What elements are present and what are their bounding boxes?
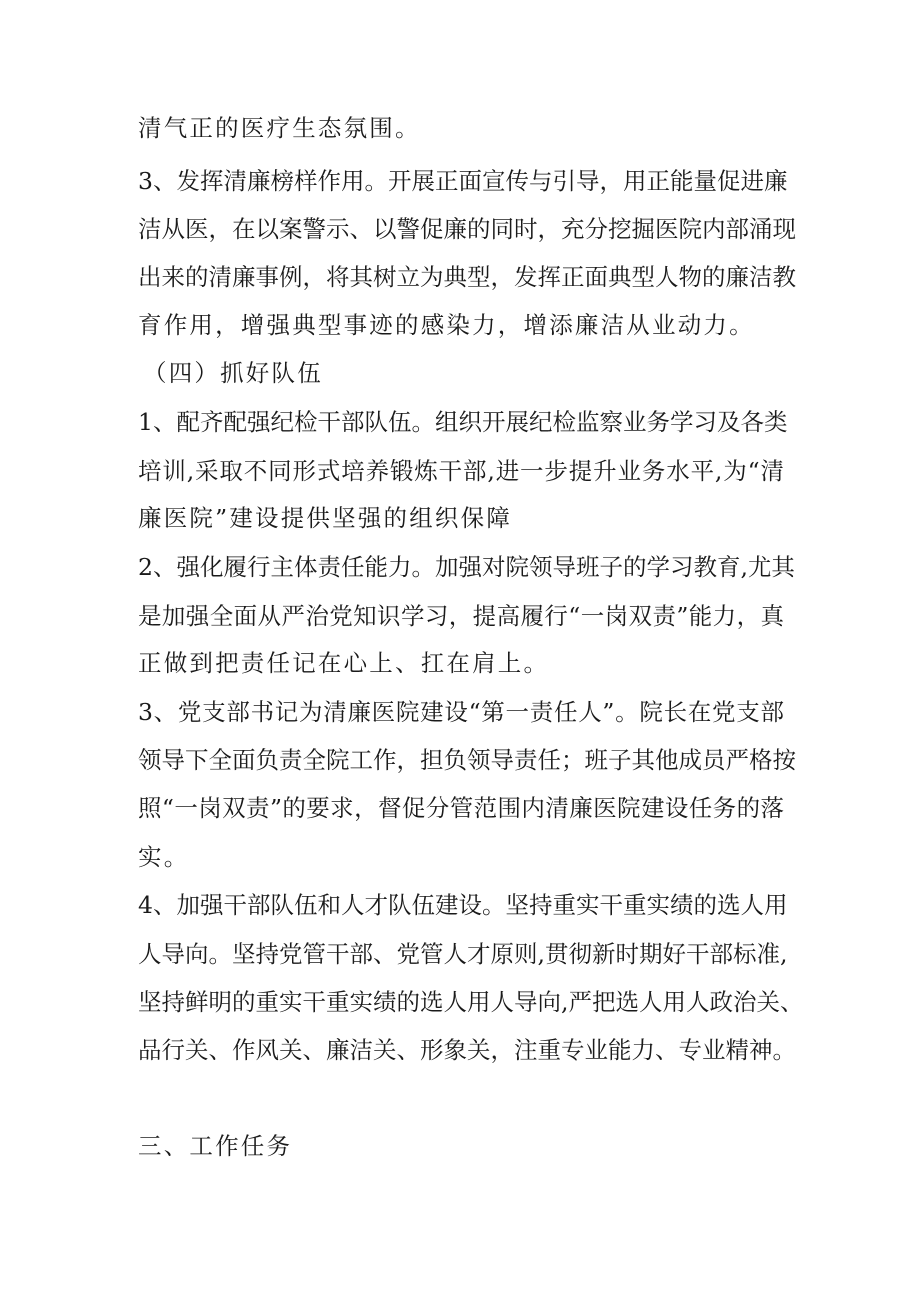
- paragraph-line: 品行关、作风关、廉洁关、形象关，注重专业能力、专业精神。: [138, 1036, 796, 1064]
- paragraph-line: 出来的清廉事例，将其树立为典型，发挥正面典型人物的廉洁教: [138, 263, 796, 291]
- paragraph-line: 2、强化履行主体责任能力。加强对院领导班子的学习教育,尤其: [138, 553, 795, 581]
- paragraph-line: 领导下全面负责全院工作，担负领导责任；班子其他成员严格按: [138, 746, 796, 774]
- section-heading: （四）抓好队伍: [143, 359, 323, 387]
- section-heading: 三、工作任务: [138, 1132, 293, 1160]
- paragraph-line: 照“一岗双责”的要求，督促分管范围内清廉医院建设任务的落: [138, 794, 784, 822]
- paragraph-line: 3、党支部书记为清廉医院建设“第一责任人”。院长在党支部: [138, 698, 784, 726]
- paragraph-line: 育作用，增强典型事迹的感染力，增添廉洁从业动力。: [138, 311, 755, 339]
- paragraph-line: 是加强全面从严治党知识学习，提高履行“一岗双责”能力，真: [138, 602, 784, 630]
- paragraph-line: 4、加强干部队伍和人才队伍建设。坚持重实干重实绩的选人用: [138, 891, 788, 919]
- paragraph-line: 培训,采取不同形式培养锻炼干部,进一步提升业务水平,为“清: [138, 457, 784, 485]
- paragraph-line: 廉医院”建设提供坚强的组织保障: [138, 504, 513, 532]
- paragraph-line: 实。: [138, 843, 190, 871]
- paragraph-line: 人导向。坚持党管干部、党管人才原则,贯彻新时期好干部标准,: [138, 940, 788, 968]
- paragraph-line: 正做到把责任记在心上、扛在肩上。: [138, 649, 550, 677]
- paragraph-line: 1、配齐配强纪检干部队伍。组织开展纪检监察业务学习及各类: [138, 408, 788, 436]
- paragraph-line: 洁从医，在以案警示、以警促廉的同时，充分挖掘医院内部涌现: [138, 215, 796, 243]
- paragraph-line: 3、发挥清廉榜样作用。开展正面宣传与引导，用正能量促进廉: [138, 167, 788, 195]
- paragraph-line: 坚持鲜明的重实干重实绩的选人用人导向,严把选人用人政治关、: [138, 988, 804, 1016]
- paragraph-line: 清气正的医疗生态氛围。: [138, 114, 421, 142]
